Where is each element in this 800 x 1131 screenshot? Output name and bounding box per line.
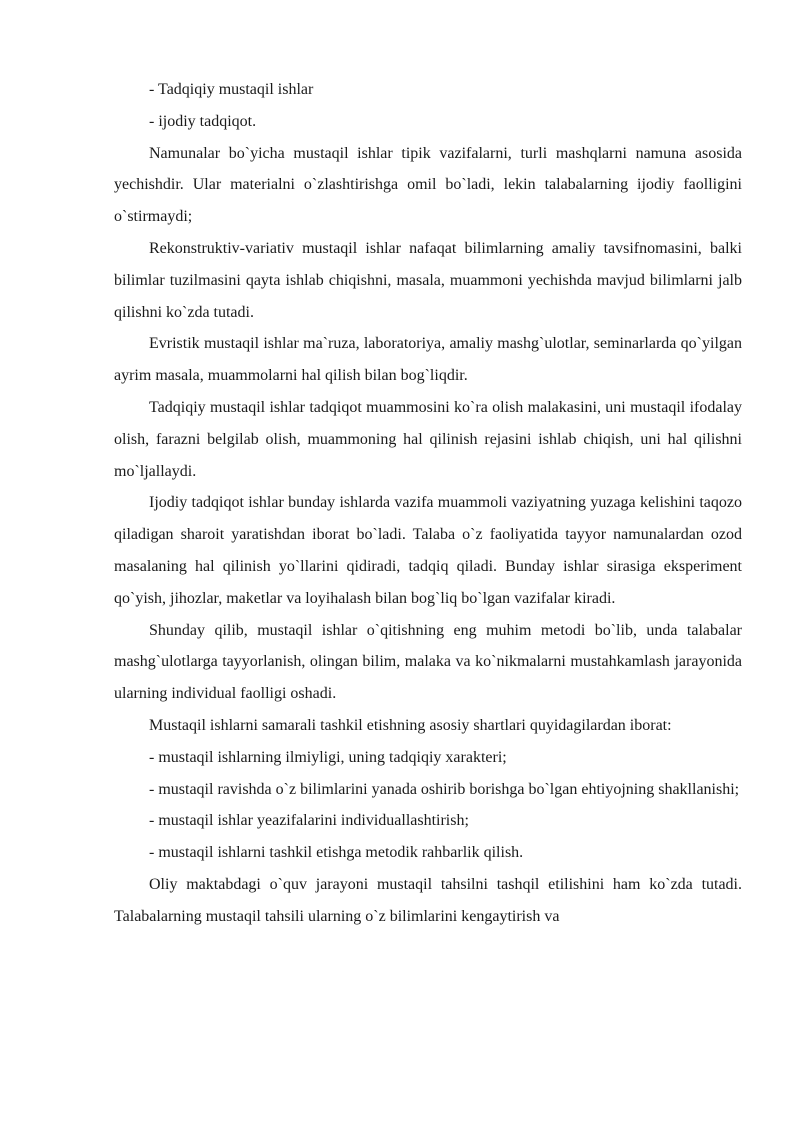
list-item: - Tadqiqiy mustaqil ishlar: [149, 81, 314, 98]
paragraph: Tadqiqiy mustaqil ishlar tadqiqot muammosini ko`ra olish malakasini, uni mustaqil ifodalay olish, farazni belgilab olish, muammoning hal qilinish rejasini ishlab chiqish, uni hal qilishni mo`ljallaydi.: [114, 398, 742, 480]
list-item: - mustaqil ravishda o`z bilimlarini yanada oshirib borishga bo`lgan ehtiyojning shakllanishi;: [149, 780, 740, 798]
paragraph: Ijodiy tadqiqot ishlar bunday ishlarda vazifa muammoli vaziyatning yuzaga kelishini taqozo qiladigan sharoit yaratishdan iborat bo`ladi. Talaba o`z faoliyatida tayyor namunalardan ozod masalaning hal qilinish yo`llarini qidiradi, tadqiq qiladi. Bunday ishlar sirasiga eksperiment qo`yish, jihozlar, maketlar va loyihalash bilan bog`liq bo`lgan vazifalar kiradi.: [114, 494, 742, 607]
paragraph: Mustaqil ishlarni samarali tashkil etishning asosiy shartlari quyidagilardan iborat:: [149, 716, 672, 734]
paragraph: Rekonstruktiv-variativ mustaqil ishlar nafaqat bilimlarning amaliy tavsifnomasini, balki bilimlar tuzilmasini qayta ishlab chiqishni, masala, muammoni yechishda mavjud bilimlarni jalb qilishni ko`zda tutadi.: [114, 239, 742, 321]
list-item: - mustaqil ishlarning ilmiyligi, uning tadqiqiy xarakteri;: [149, 748, 507, 766]
paragraph: Evristik mustaqil ishlar ma`ruza, laboratoriya, amaliy mashg`ulotlar, seminarlarda qo`yilgan ayrim masala, muammolarni hal qilish bilan bog`liqdir.: [114, 335, 742, 385]
paragraph: Namunalar bo`yicha mustaqil ishlar tipik vazifalarni, turli mashqlarni namuna asosida yechishdir. Ular materialni o`zlashtirishga omil bo`ladi, lekin talabalarning ijodiy faolligini o`stirmaydi;: [114, 144, 742, 226]
list-item: - mustaqil ishlarni tashkil etishga metodik rahbarlik qilish.: [149, 844, 524, 862]
list-item: - mustaqil ishlar yeazifalarini individuallashtirish;: [149, 812, 469, 830]
document-body: [114, 74, 742, 933]
paragraph: Oliy maktabdagi o`quv jarayoni mustaqil tahsilni tashqil etilishini ham ko`zda tutadi. Talabalarning mustaqil tahsili ularning o`z bilimlarini kengaytirish va: [114, 875, 742, 925]
paragraph: Shunday qilib, mustaqil ishlar o`qitishning eng muhim metodi bo`lib, unda talabalar mashg`ulotlarga tayyorlanish, olingan bilim, malaka va ko`nikmalarni mustahkamlash jarayonida ularning individual faolligi oshadi.: [114, 621, 742, 703]
list-item: - ijodiy tadqiqot.: [149, 112, 257, 130]
